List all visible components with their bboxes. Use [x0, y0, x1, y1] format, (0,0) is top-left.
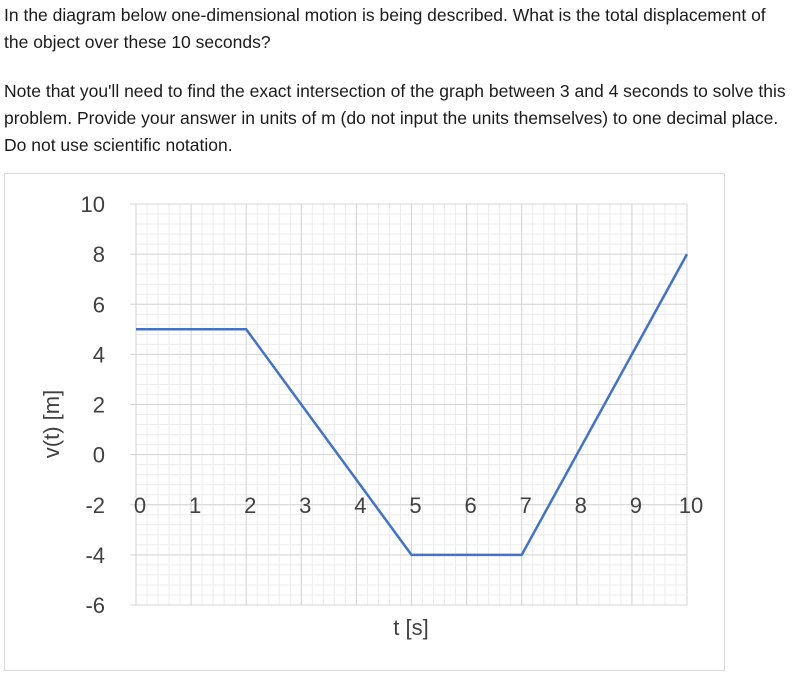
question-paragraph-1: In the diagram below one-dimensional motion is being described. What is the total displacement of the object over these 10 seconds?: [4, 5, 766, 52]
question-text: [4, 2, 794, 159]
question-paragraph-2: Note that you'll need to find the exact intersection of the graph between 3 and 4 seconds to solve this problem. Provide your answer in units of m (do not input the units themselves) to one decimal place. Do not use scientific notation.: [4, 81, 786, 155]
y-tick-labels: [81, 192, 105, 618]
x-tick-label: 5: [409, 492, 422, 518]
velocity-time-chart: [4, 173, 725, 671]
x-tick-label: 0: [133, 492, 147, 518]
chart-svg: [5, 174, 724, 670]
y-tick-label: 2: [92, 392, 105, 418]
y-tick-label: -4: [85, 542, 105, 568]
y-tick-label: 4: [92, 342, 105, 368]
x-tick-label: 4: [354, 492, 367, 518]
y-tick-label: -2: [85, 492, 105, 518]
y-tick-label: -6: [85, 593, 105, 618]
x-tick-label: 2: [244, 492, 257, 518]
x-tick-label: 10: [678, 492, 704, 518]
y-tick-label: 10: [80, 192, 105, 217]
x-tick-label: 1: [188, 492, 202, 518]
x-axis-label: t [s]: [393, 615, 429, 640]
x-tick-label: 8: [574, 492, 587, 518]
x-tick-label: 9: [629, 492, 643, 518]
y-tick-label: 0: [92, 442, 105, 468]
x-tick-label: 6: [464, 492, 477, 518]
y-axis-label: v(t) [m]: [39, 389, 64, 459]
x-tick-label: 7: [519, 492, 532, 518]
y-tick-label: 8: [92, 242, 105, 268]
y-tick-label: 6: [92, 292, 105, 318]
x-tick-label: 3: [299, 492, 312, 518]
